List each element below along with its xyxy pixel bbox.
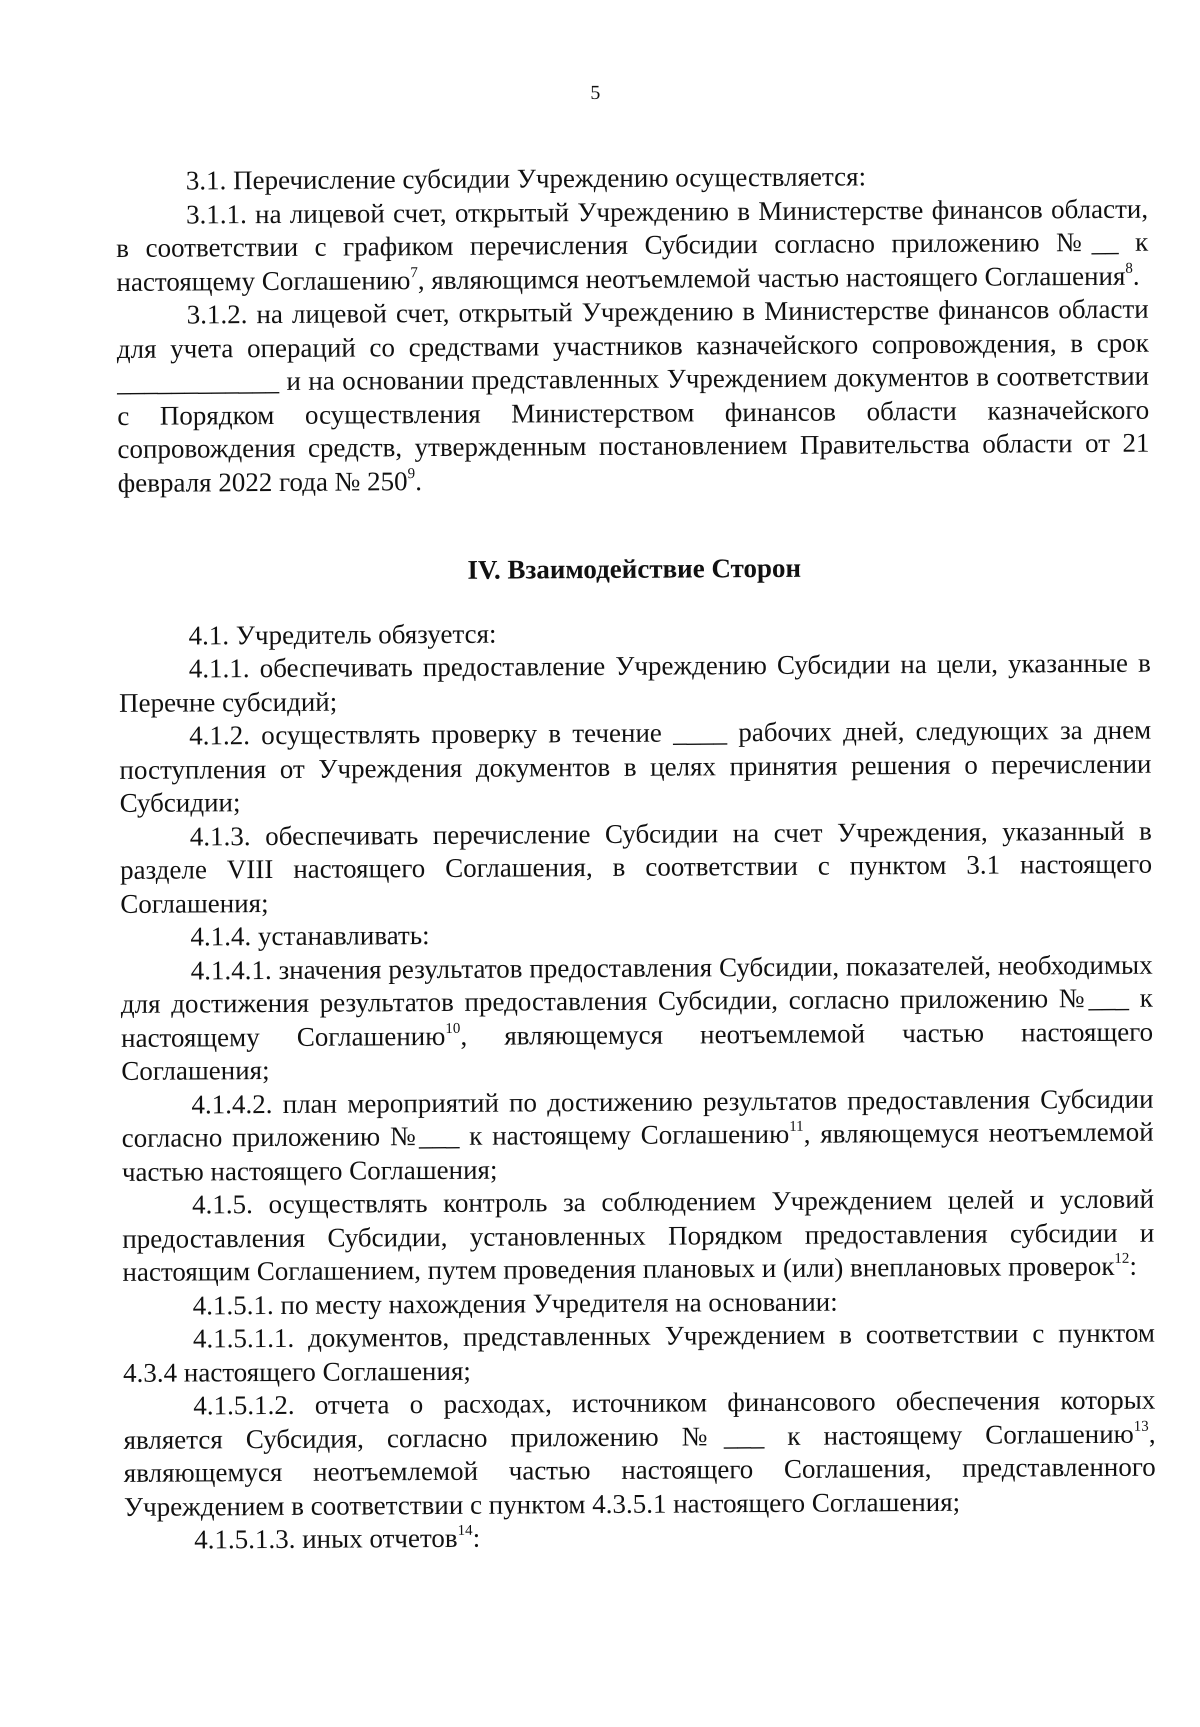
- footnote-ref-14: 14: [457, 1522, 473, 1539]
- paragraph-4-1-5-1-3: 4.1.5.1.3. иных отчетов$^{14}$:: [194, 1522, 481, 1555]
- footnote-ref-10: 10: [445, 1020, 461, 1037]
- footnote-ref-12: 12: [1114, 1250, 1130, 1267]
- paragraph-4-1: 4.1. Учредитель обязуется:: [188, 618, 497, 651]
- paragraph-4-1-3: 4.1.3. обеспечивать перечисление Субсидии на счет Учреждения, указанный в разделе VIII настоящего Соглашения, в соответствии с пунктом 3.1 настоящего Соглашения;: [119, 815, 1153, 919]
- page-number: 5: [590, 81, 601, 105]
- paragraph-4-1-1: 4.1.1. обеспечивать предоставление Учреждению Субсидии на цели, указанные в Перечне субсидий;: [118, 647, 1151, 718]
- footnote-ref-11: 11: [789, 1118, 804, 1135]
- document-body: [116, 159, 1156, 1558]
- footnote-ref-7: 7: [410, 264, 418, 281]
- paragraph-4-1-4: 4.1.4. устанавливать:: [190, 920, 430, 952]
- footnote-ref-9: 9: [407, 465, 416, 482]
- paragraph-4-1-5-1-2: 4.1.5.1.2. отчета о расходах, источником финансового обеспечения которых является Субсидия, согласно приложению №___ к настоящему Соглашению$^{13}$, являющемуся неотъемлемой частью настоящего Соглашения, представленного Учреждением в соответствии с пунктом 4.3.5.1 настоящего Соглашения;: [123, 1384, 1156, 1522]
- section-heading: IV. Взаимодействие Сторон: [467, 552, 802, 585]
- paragraph-4-1-2: 4.1.2. осуществлять проверку в течение ____ рабочих дней, следующих за днем поступления от Учреждения документов в целях принятия решения о перечислении Субсидии;: [119, 714, 1152, 818]
- paragraph-4-1-4-2: 4.1.4.2. план мероприятий по достижению результатов предоставления Субсидии согласно приложению №___ к настоящему Соглашению$^{11}$, являющемуся неотъемлемой частью настоящего Соглашения;: [121, 1083, 1154, 1187]
- paragraph-4-1-5: 4.1.5. осуществлять контроль за соблюдением Учреждением целей и условий предоставления Субсидии, установленных Порядком предоставления субсидии и настоящим Соглашением, путем проведения плановых и (или) внеплановых проверок$^{12}$:: [122, 1183, 1155, 1287]
- paragraph-4-1-5-1: 4.1.5.1. по месту нахождения Учредителя на основании:: [192, 1286, 838, 1320]
- paragraph-3-1-1: 3.1.1. на лицевой счет, открытый Учреждению в Министерстве финансов области, в соответствии с графиком перечисления Субсидии согласно приложению №__ к настоящему Соглашению$^7$, являющимся неотъемлемой частью настоящего Соглашения$^8$.: [116, 193, 1149, 297]
- footnote-ref-8: 8: [1125, 260, 1133, 277]
- footnote-ref-13: 13: [1133, 1418, 1149, 1435]
- paragraph-3-1-2: 3.1.2. на лицевой счет, открытый Учреждению в Министерстве финансов области для учета операций со средствами участников казначейского сопровождения, в срок ____________ и на основании представленных Учреждением документов в соответствии с Порядком осуществления Министерством финансов области казначейского сопровождения средств, утвержденным постановлением Правительства области от 21 февраля 2022 года № $250^9$.: [116, 293, 1150, 498]
- paragraph-3-1: 3.1. Перечисление субсидии Учреждению осуществляется:: [185, 161, 867, 196]
- paragraph-4-1-4-1: 4.1.4.1. значения результатов предоставления Субсидии, показателей, необходимых для достижения результатов предоставления Субсидии, согласно приложению №___ к настоящему Соглашению$^{10}$, являющемуся неотъемлемой частью настоящего Соглашения;: [120, 949, 1154, 1086]
- paragraph-4-1-5-1-1: 4.1.5.1.1. документов, представленных Учреждением в соответствии с пунктом 4.3.4 настоящего Соглашения;: [123, 1317, 1155, 1388]
